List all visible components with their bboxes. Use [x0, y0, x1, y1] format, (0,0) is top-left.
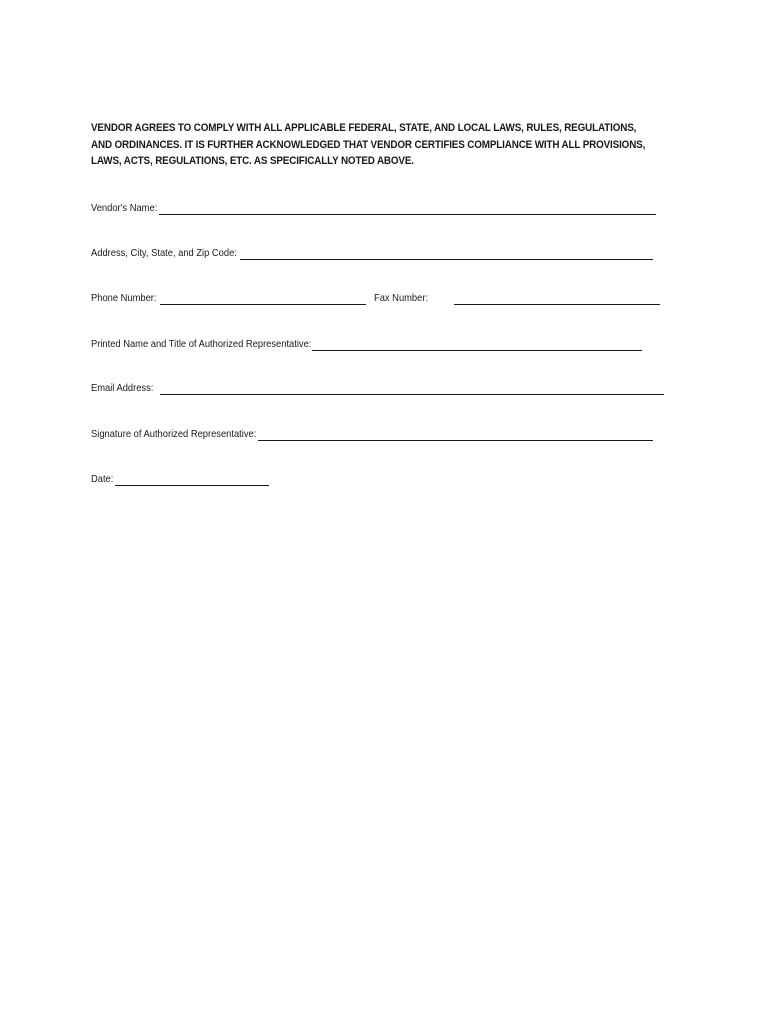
fax-label: Fax Number:: [373, 293, 428, 304]
signature-label: Signature of Authorized Representative:: [91, 429, 257, 440]
fax-field[interactable]: [454, 294, 660, 305]
phone-field[interactable]: [160, 294, 366, 305]
phone-fax-row: [91, 292, 660, 305]
compliance-statement: VENDOR AGREES TO COMPLY WITH ALL APPLICABLE FEDERAL, STATE, AND LOCAL LAWS, RULES, REGULATIONS, AND ORDINANCES. IT IS FURTHER ACKNOWLEDGED THAT VENDOR CERTIFIES COMPLIANCE WITH ALL PROVISIONS, LAWS, ACTS, REGULATIONS, ETC. AS SPECIFICALLY NOTED ABOVE.: [91, 122, 646, 167]
address-row: [91, 247, 653, 260]
date-row: [91, 473, 269, 486]
email-row: [91, 382, 664, 395]
vendor-name-label: Vendor's Name:: [91, 203, 158, 214]
address-field[interactable]: [240, 249, 653, 260]
vendor-name-field[interactable]: [159, 204, 656, 215]
printed-name-label: Printed Name and Title of Authorized Representative:: [91, 339, 312, 350]
vendor-name-row: [91, 202, 656, 215]
email-field[interactable]: [160, 384, 664, 395]
address-label: Address, City, State, and Zip Code:: [91, 248, 237, 259]
email-label: Email Address:: [91, 383, 154, 394]
date-label: Date:: [91, 474, 114, 485]
date-field[interactable]: [115, 475, 269, 486]
printed-name-field[interactable]: [312, 340, 642, 351]
signature-field[interactable]: [258, 430, 653, 441]
phone-label: Phone Number:: [91, 293, 157, 304]
printed-name-row: [91, 338, 642, 351]
signature-row: [91, 428, 653, 441]
